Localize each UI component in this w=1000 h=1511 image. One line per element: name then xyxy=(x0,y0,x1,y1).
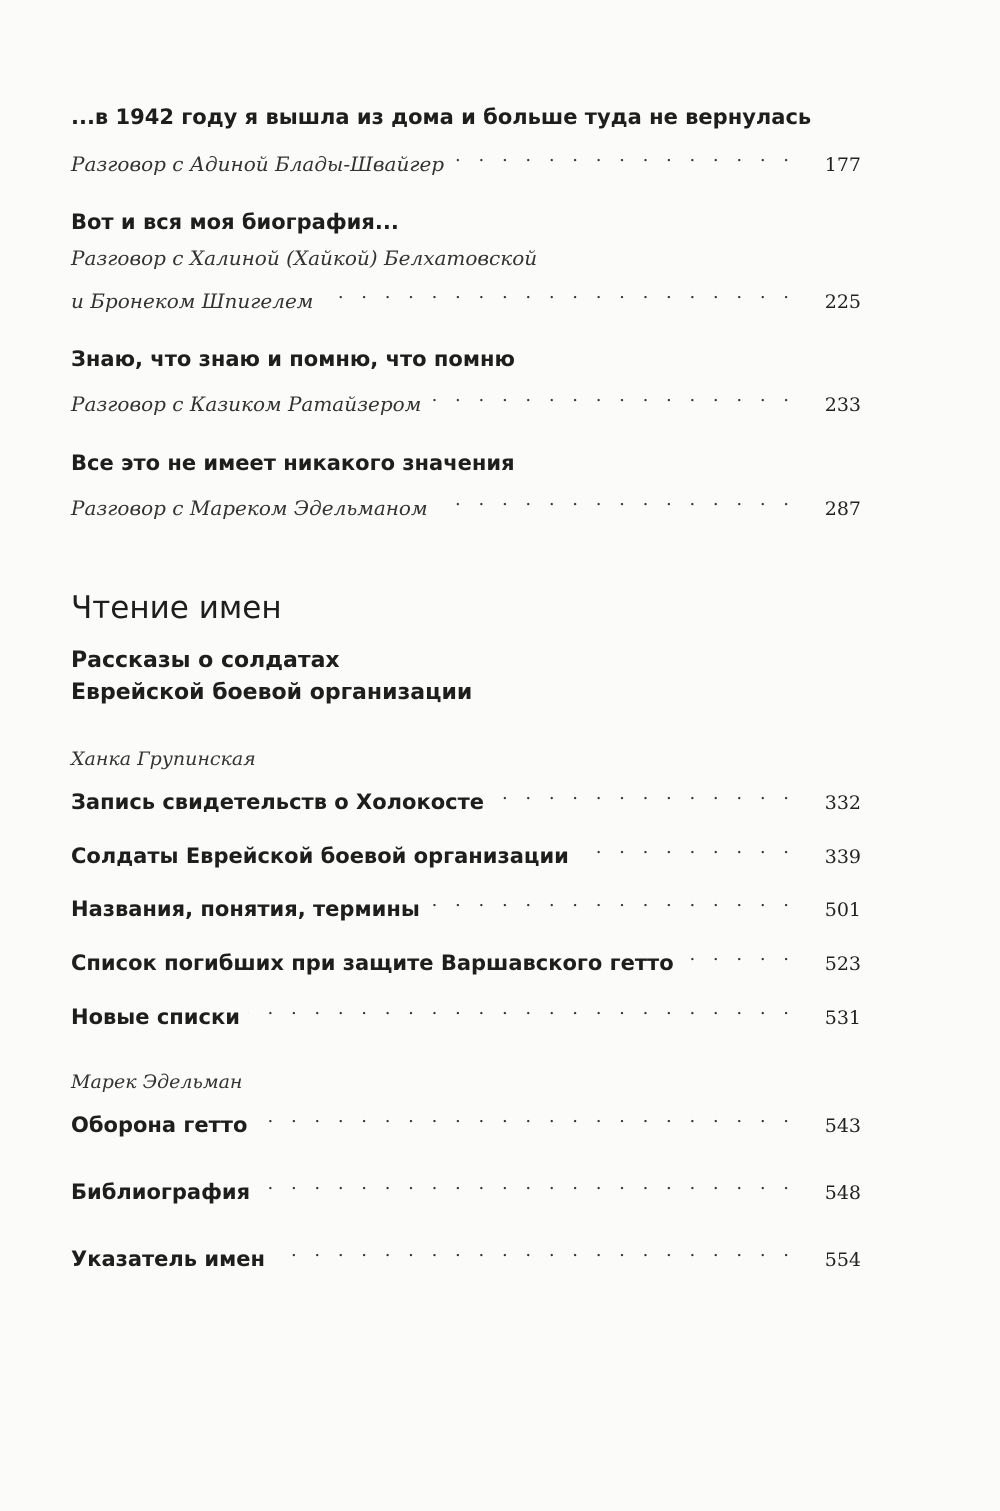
page-number: 554 xyxy=(824,1249,861,1271)
toc-entry-subtitle: и Бронеком Шпигелем xyxy=(71,289,314,313)
page-number: 543 xyxy=(824,1115,861,1137)
page-number: 339 xyxy=(824,846,861,868)
leader-dots xyxy=(321,278,795,308)
page-number: 523 xyxy=(824,953,861,975)
leader-dots xyxy=(577,833,795,863)
leader-dots xyxy=(255,1102,795,1132)
leader-dots xyxy=(429,381,795,411)
toc-entry-subtitle: Разговор с Казиком Ратайзером xyxy=(71,392,422,416)
toc-entry-subtitle: Разговор с Адиной Блады-Швайгер xyxy=(71,152,445,176)
toc-entry-title: Библиография xyxy=(71,1180,251,1204)
leader-dots xyxy=(452,141,795,171)
leader-dots xyxy=(428,886,795,916)
leader-dots xyxy=(273,1236,795,1266)
toc-entry-row[interactable] xyxy=(71,1102,861,1137)
toc-entry-row[interactable] xyxy=(71,141,861,176)
toc-entry-row[interactable] xyxy=(71,940,861,975)
page-number: 501 xyxy=(824,899,861,921)
toc-entry-row[interactable] xyxy=(71,278,861,313)
page-number: 332 xyxy=(824,792,861,814)
page-number: 548 xyxy=(824,1182,861,1204)
toc-entry-title: Указатель имен xyxy=(71,1247,266,1271)
page-number: 287 xyxy=(824,498,861,520)
page-number: 225 xyxy=(824,291,861,313)
toc-entry-title: Все это не имеет никакого значения xyxy=(71,451,515,475)
page-number: 233 xyxy=(824,394,861,416)
section-subtitle: Еврейской боевой организации xyxy=(71,680,473,705)
toc-entry-row[interactable] xyxy=(71,886,861,921)
toc-entry-row[interactable] xyxy=(71,994,861,1029)
toc-entry-subtitle: Разговор с Халиной (Хайкой) Белхатовской xyxy=(71,246,538,270)
page-number: 177 xyxy=(824,154,861,176)
toc-entry-title: ...в 1942 году я вышла из дома и больше туда не вернулась xyxy=(71,105,812,129)
toc-entry-row[interactable] xyxy=(71,833,861,868)
toc-entry-row[interactable] xyxy=(71,485,861,520)
leader-dots xyxy=(682,940,795,970)
toc-entry-title: Вот и вся моя биография... xyxy=(71,210,399,234)
toc-entry-title: Список погибших при защите Варшавского гетто xyxy=(71,951,674,975)
toc-entry-title: Солдаты Еврейской боевой организации xyxy=(71,844,569,868)
toc-entry-row[interactable] xyxy=(71,779,861,814)
section-title: Чтение имен xyxy=(71,590,282,626)
toc-entry-row[interactable] xyxy=(71,1169,861,1204)
toc-entry-title: Оборона гетто xyxy=(71,1113,248,1137)
section-subtitle: Рассказы о солдатах xyxy=(71,648,340,673)
toc-entry-subtitle: Разговор с Мареком Эдельманом xyxy=(71,496,428,520)
toc-entry-row[interactable] xyxy=(71,381,861,416)
toc-entry-row[interactable] xyxy=(71,1236,861,1271)
toc-entry-title: Знаю, что знаю и помню, что помню xyxy=(71,347,515,371)
leader-dots xyxy=(258,1169,795,1199)
toc-entry-title: Запись свидетельств о Холокосте xyxy=(71,790,485,814)
toc-entry-title: Названия, понятия, термины xyxy=(71,897,420,921)
leader-dots xyxy=(436,485,795,515)
leader-dots xyxy=(492,779,795,809)
page-number: 531 xyxy=(824,1007,861,1029)
author-name: Марек Эдельман xyxy=(71,1071,243,1093)
author-name: Ханка Групинская xyxy=(71,748,256,770)
toc-entry-title: Новые списки xyxy=(71,1005,240,1029)
leader-dots xyxy=(248,994,795,1024)
